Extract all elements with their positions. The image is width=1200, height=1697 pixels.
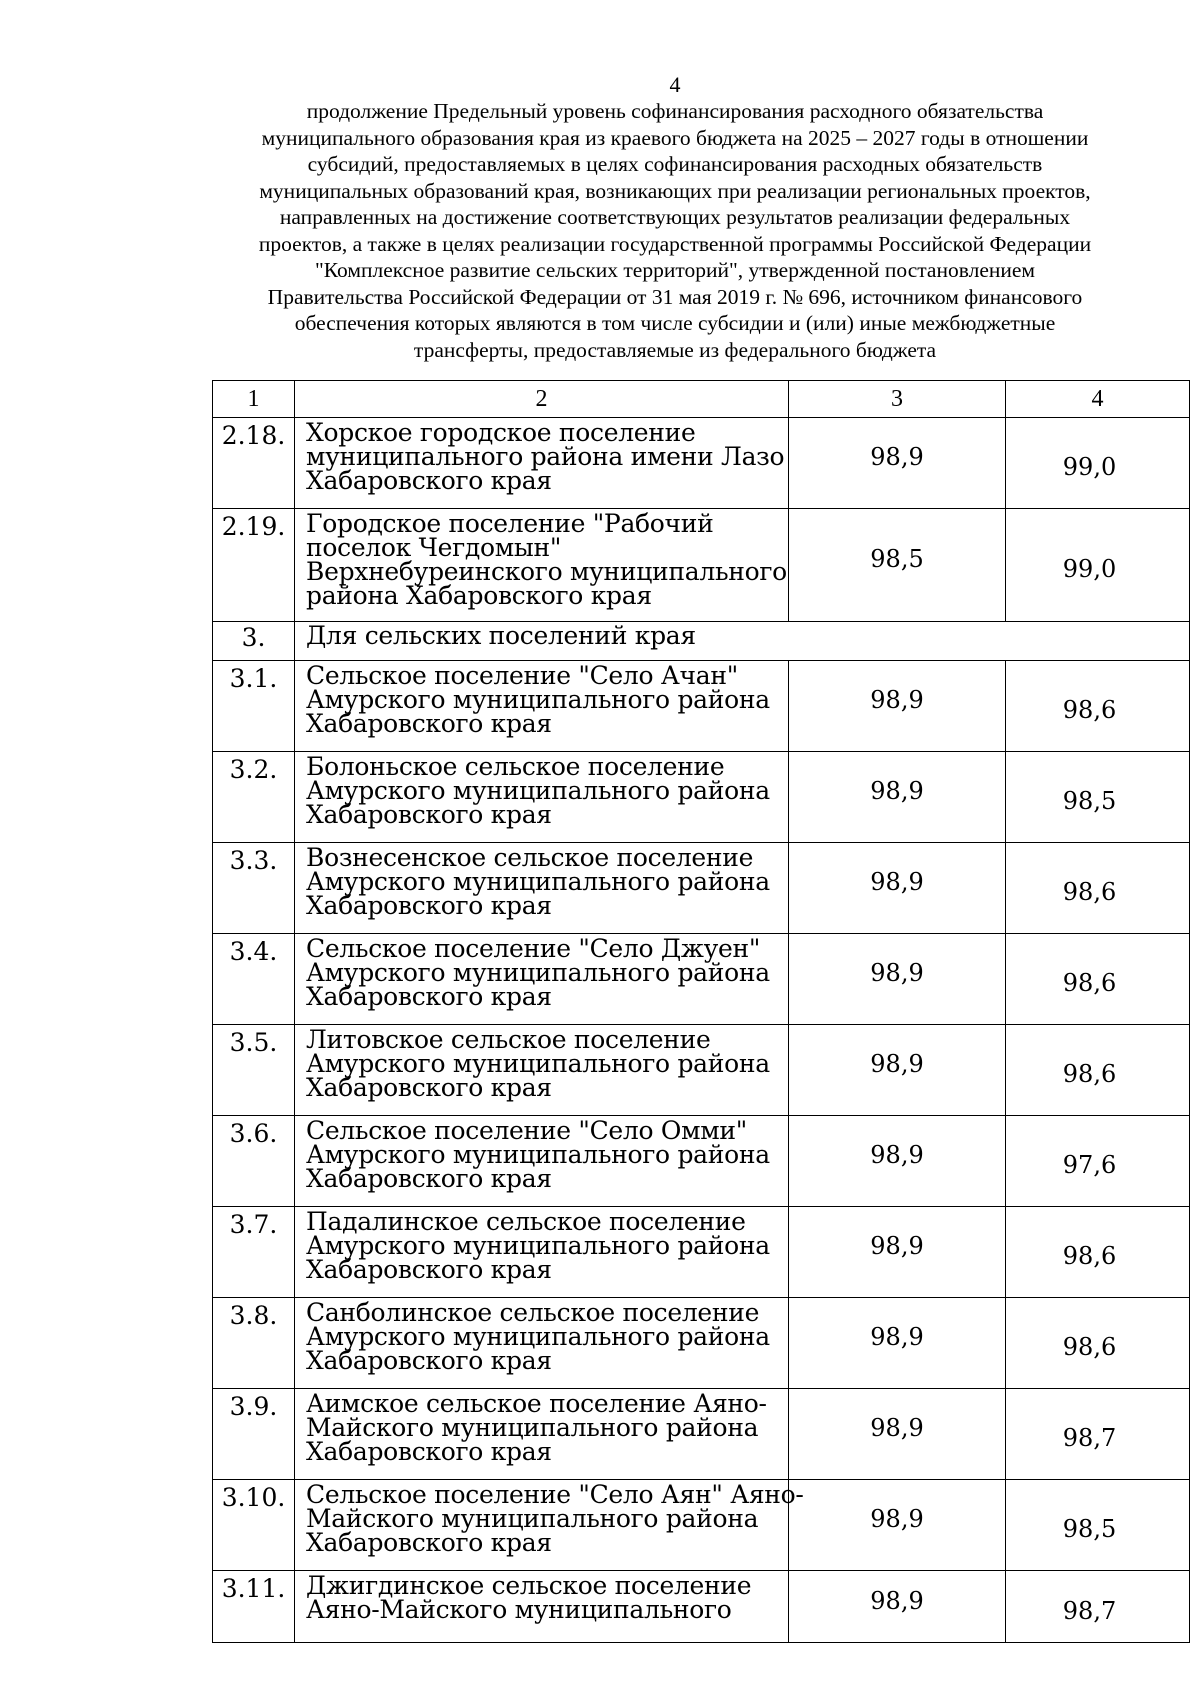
cofinancing-level-value: 98,6 xyxy=(1062,1242,1117,1270)
municipality-name-line: Амурского муниципального района xyxy=(306,685,770,714)
municipality-name xyxy=(295,752,789,843)
cofinancing-level-value: 98,7 xyxy=(1062,1424,1117,1452)
column-header-2: 2 xyxy=(295,381,789,418)
municipality-name-line: Сельское поселение "Село Омми" xyxy=(306,1116,747,1145)
table-row xyxy=(213,1389,1190,1480)
value-column-4 xyxy=(1006,1207,1190,1298)
row-number: 3. xyxy=(213,622,295,661)
table-row xyxy=(213,1571,1190,1643)
value-column-4 xyxy=(1006,661,1190,752)
row-number: 3.9. xyxy=(213,1389,295,1480)
heading-line: субсидий, предоставляемых в целях софинансирования расходных обязательств xyxy=(307,152,1043,176)
cofinancing-level-value: 98,9 xyxy=(870,1323,924,1351)
cofinancing-level-value: 98,9 xyxy=(870,443,924,471)
municipality-name xyxy=(295,1025,789,1116)
municipality-name xyxy=(295,622,1190,661)
municipality-name-line: Сельское поселение "Село Аян" Аяно- xyxy=(306,1480,804,1509)
table-heading xyxy=(195,98,1155,363)
table-row xyxy=(213,1116,1190,1207)
cofinancing-level-value: 98,9 xyxy=(870,1414,924,1442)
municipality-name-line: Хабаровского края xyxy=(306,466,552,495)
value-column-3 xyxy=(789,1298,1006,1389)
row-number: 2.19. xyxy=(213,509,295,622)
heading-line: трансферты, предоставляемые из федерального бюджета xyxy=(413,337,937,362)
municipality-name-line: Хабаровского края xyxy=(306,982,552,1011)
heading-line: продолжение Предельный уровень софинансирования расходного обязательства xyxy=(306,99,1044,123)
table-row xyxy=(213,661,1190,752)
table-row xyxy=(213,843,1190,934)
municipality-name xyxy=(295,843,789,934)
value-column-3 xyxy=(789,1480,1006,1571)
municipality-name-line: Амурского муниципального района xyxy=(306,1231,770,1260)
row-number: 3.5. xyxy=(213,1025,295,1116)
row-number: 3.10. xyxy=(213,1480,295,1571)
value-column-4 xyxy=(1006,1571,1190,1643)
value-column-3 xyxy=(789,1207,1006,1298)
table-row xyxy=(213,1207,1190,1298)
municipality-name-line: Аяно-Майского муниципального xyxy=(306,1595,732,1624)
municipality-name-line: Хабаровского края xyxy=(306,1437,552,1466)
municipality-name-line: Верхнебуреинского муниципального xyxy=(306,557,787,586)
municipality-name-line: поселок Чегдомын" xyxy=(306,533,562,562)
cofinancing-level-value: 98,9 xyxy=(870,959,924,987)
value-column-4 xyxy=(1006,1025,1190,1116)
heading-line: направленных на достижение соответствующих результатов реализации федеральных xyxy=(279,205,1071,229)
cofinancing-level-value: 98,6 xyxy=(1062,1333,1117,1361)
value-column-4 xyxy=(1006,1389,1190,1480)
municipality-name-line: Хабаровского края xyxy=(306,1164,552,1193)
table-row xyxy=(213,1298,1190,1389)
value-column-3 xyxy=(789,1571,1006,1643)
cofinancing-level-value: 98,6 xyxy=(1062,1060,1117,1088)
row-number: 3.3. xyxy=(213,843,295,934)
value-column-3 xyxy=(789,661,1006,752)
column-header-3: 3 xyxy=(789,381,1006,418)
municipality-name-line: Болоньское сельское поселение xyxy=(306,752,725,781)
municipality-name-line: Джигдинское сельское поселение xyxy=(306,1571,752,1600)
heading-line: муниципальных образований края, возникающих при реализации региональных проектов, xyxy=(259,178,1091,203)
cofinancing-level-value: 98,6 xyxy=(1062,969,1117,997)
row-number: 3.7. xyxy=(213,1207,295,1298)
cofinancing-table xyxy=(212,380,1190,1643)
column-header-1: 1 xyxy=(213,381,295,418)
municipality-name-line: Для сельских поселений края xyxy=(306,621,696,650)
municipality-name-line: Хабаровского края xyxy=(306,1073,552,1102)
municipality-name-line: Хабаровского края xyxy=(306,1528,552,1557)
table-row xyxy=(213,1025,1190,1116)
municipality-name xyxy=(295,1389,789,1480)
heading-line: обеспечения которых являются в том числе субсидии и (или) иные межбюджетные xyxy=(294,311,1056,335)
page-number: 4 xyxy=(669,72,681,97)
cofinancing-level-value: 98,9 xyxy=(870,1505,924,1533)
municipality-name-line: Хабаровского края xyxy=(306,709,552,738)
municipality-name xyxy=(295,1571,789,1643)
municipality-name-line: Аимское сельское поселение Аяно- xyxy=(306,1389,767,1418)
value-column-3 xyxy=(789,843,1006,934)
cofinancing-level-value: 98,5 xyxy=(870,545,924,573)
cofinancing-level-value: 98,5 xyxy=(1062,787,1117,815)
value-column-4 xyxy=(1006,1298,1190,1389)
table-row xyxy=(213,934,1190,1025)
value-column-4 xyxy=(1006,1116,1190,1207)
table-row xyxy=(213,418,1190,509)
cofinancing-level-value: 98,9 xyxy=(870,1141,924,1169)
cofinancing-level-value: 98,9 xyxy=(870,777,924,805)
table-row xyxy=(213,622,1190,661)
municipality-name xyxy=(295,1480,804,1571)
municipality-name-line: Амурского муниципального района xyxy=(306,1140,770,1169)
municipality-name-line: Амурского муниципального района xyxy=(306,1049,770,1078)
table-header-row xyxy=(213,381,1190,418)
municipality-name-line: Амурского муниципального района xyxy=(306,1322,770,1351)
municipality-name-line: района Хабаровского края xyxy=(306,581,652,610)
cofinancing-level-value: 98,9 xyxy=(870,686,924,714)
heading-line: проектов, а также в целях реализации государственной программы Российской Федерации xyxy=(258,231,1092,256)
value-column-4 xyxy=(1006,509,1190,622)
municipality-name-line: Хабаровского края xyxy=(306,1346,552,1375)
cofinancing-level-value: 98,9 xyxy=(870,1050,924,1078)
cofinancing-level-value: 99,0 xyxy=(1062,555,1117,583)
table-row xyxy=(213,752,1190,843)
cofinancing-level-value: 97,6 xyxy=(1062,1151,1117,1179)
column-header-4: 4 xyxy=(1006,381,1190,418)
value-column-3 xyxy=(789,418,1006,509)
municipality-name-line: Хабаровского края xyxy=(306,800,552,829)
cofinancing-level-value: 98,5 xyxy=(1062,1515,1117,1543)
municipality-name-line: Падалинское сельское поселение xyxy=(306,1207,746,1236)
municipality-name-line: Сельское поселение "Село Ачан" xyxy=(306,661,738,690)
row-number: 3.4. xyxy=(213,934,295,1025)
municipality-name-line: Литовское сельское поселение xyxy=(306,1025,711,1054)
municipality-name-line: Майского муниципального района xyxy=(306,1504,759,1533)
heading-line: муниципального образования края из краевого бюджета на 2025 – 2027 годы в отношении xyxy=(261,125,1089,150)
table-row xyxy=(213,509,1190,622)
municipality-name-line: Хабаровского края xyxy=(306,891,552,920)
value-column-3 xyxy=(789,1389,1006,1480)
value-column-3 xyxy=(789,1116,1006,1207)
row-number: 2.18. xyxy=(213,418,295,509)
table-row xyxy=(213,1480,1190,1571)
municipality-name-line: Хабаровского края xyxy=(306,1255,552,1284)
municipality-name xyxy=(295,1298,789,1389)
cofinancing-level-value: 98,6 xyxy=(1062,878,1117,906)
municipality-name xyxy=(295,1116,789,1207)
municipality-name-line: Городское поселение "Рабочий xyxy=(306,509,714,538)
value-column-4 xyxy=(1006,418,1190,509)
municipality-name-line: Майского муниципального района xyxy=(306,1413,759,1442)
value-column-3 xyxy=(789,509,1006,622)
municipality-name xyxy=(295,509,789,622)
value-column-3 xyxy=(789,934,1006,1025)
municipality-name-line: муниципального района имени Лазо xyxy=(306,442,785,471)
municipality-name-line: Амурского муниципального района xyxy=(306,958,770,987)
value-column-3 xyxy=(789,752,1006,843)
municipality-name-line: Вознесенское сельское поселение xyxy=(306,843,754,872)
heading-line: Правительства Российской Федерации от 31 мая 2019 г. № 696, источником финансового xyxy=(267,284,1083,309)
row-number: 3.2. xyxy=(213,752,295,843)
municipality-name xyxy=(295,661,789,752)
row-number: 3.6. xyxy=(213,1116,295,1207)
cofinancing-level-value: 98,6 xyxy=(1062,696,1117,724)
row-number: 3.11. xyxy=(213,1571,295,1643)
cofinancing-level-value: 98,9 xyxy=(870,1586,924,1615)
municipality-name-line: Хорское городское поселение xyxy=(306,418,696,447)
row-number: 3.8. xyxy=(213,1298,295,1389)
municipality-name-line: Санболинское сельское поселение xyxy=(306,1298,760,1327)
cofinancing-level-value: 98,7 xyxy=(1062,1596,1117,1625)
value-column-4 xyxy=(1006,934,1190,1025)
value-column-3 xyxy=(789,1025,1006,1116)
row-number: 3.1. xyxy=(213,661,295,752)
municipality-name xyxy=(295,934,789,1025)
cofinancing-level-value: 98,9 xyxy=(870,868,924,896)
municipality-name xyxy=(295,418,789,509)
value-column-4 xyxy=(1006,752,1190,843)
municipality-name-line: Сельское поселение "Село Джуен" xyxy=(306,934,761,963)
value-column-4 xyxy=(1006,843,1190,934)
heading-line: "Комплексное развитие сельских территорий", утвержденной постановлением xyxy=(314,258,1036,282)
municipality-name-line: Амурского муниципального района xyxy=(306,776,770,805)
municipality-name xyxy=(295,1207,789,1298)
value-column-4 xyxy=(1006,1480,1190,1571)
cofinancing-level-value: 99,0 xyxy=(1062,453,1117,481)
cofinancing-level-value: 98,9 xyxy=(870,1232,924,1260)
municipality-name-line: Амурского муниципального района xyxy=(306,867,770,896)
